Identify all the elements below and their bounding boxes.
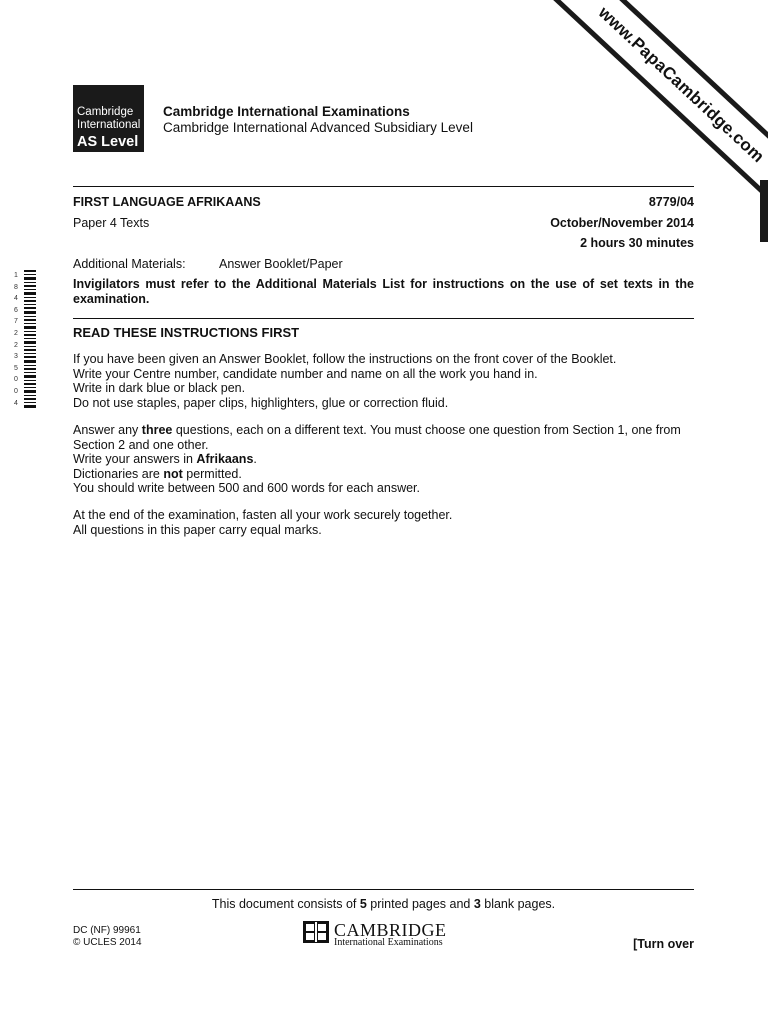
cambridge-brand: CAMBRIDGE [334,920,447,940]
instruction-line [73,423,694,452]
materials-value: Answer Booklet/Paper [219,257,343,271]
instruction-line [73,467,694,482]
logo-line-1: Cambridge [77,106,134,118]
turn-over: [Turn over [633,937,694,951]
materials-label: Additional Materials: [73,257,186,271]
logo-line-3: AS Level [77,134,139,151]
watermark-text: www.PapaCambridge.com [594,2,768,167]
subject: FIRST LANGUAGE AFRIKAANS [73,195,261,209]
barcode-digits: 1 8 4 6 7 2 2 3 5 0 0 4 [14,272,18,407]
instruction-line: All questions in this paper carry equal marks. [73,522,322,537]
syllabus-code: 8779/04 [648,195,694,209]
instruction-line: If you have been given an Answer Booklet, follow the instructions on the front cover of the Booklet. [73,352,617,366]
document-ref: DC (NF) 99961 [73,925,141,936]
text-run: blank pages. [480,897,556,911]
watermark-banner [543,0,768,216]
instruction-line: You should write between 500 and 600 words for each answer. [73,481,420,496]
blank-pages: 3 [473,897,481,911]
as-level-logo [73,85,144,152]
text-run: permitted. [182,466,242,481]
qualification-subtitle: Cambridge International Advanced Subsidiary Level [163,120,473,135]
instructions-rule [73,318,694,319]
instructions-block-2 [73,423,694,496]
emphasis: three [141,423,173,437]
paper-name: Paper 4 Texts [73,216,150,230]
page-count [73,897,694,911]
instruction-line: Write in dark blue or black pen. [73,381,246,396]
cambridge-brand-sub: International Examinations [334,937,443,945]
instructions-block-1 [73,352,694,410]
printed-pages: 5 [359,897,367,911]
invigilators-note: Invigilators must refer to the Additional Materials List for instructions on the use of set texts in the examination. [73,277,694,306]
text-run: Answer any [73,423,142,437]
banner-edge [760,180,768,242]
cambridge-crest-icon [303,921,329,943]
barcode [24,270,36,410]
emphasis: Afrikaans [196,452,254,467]
duration: 2 hours 30 minutes [580,236,694,250]
logo-line-2: International [77,119,141,132]
instruction-line: At the end of the examination, fasten all your work securely together. [73,508,453,522]
emphasis: not [163,466,183,481]
text-run: Write your answers in [73,452,197,467]
copyright: © UCLES 2014 [73,937,142,948]
text-run: This document consists of [211,897,360,911]
text-run: . [253,452,257,467]
footer-rule [73,889,694,890]
instruction-line [73,452,694,467]
text-run: questions, each on a different text. You must choose one question from Section 1, one from Section 2 and one other. [73,423,681,452]
instructions-heading: READ THESE INSTRUCTIONS FIRST [73,325,300,340]
text-run: printed pages and [366,897,474,911]
instruction-line: Write your Centre number, candidate number and name on all the work you hand in. [73,366,538,381]
top-rule [73,186,694,187]
session: October/November 2014 [550,216,694,230]
text-run: Dictionaries are [73,466,164,481]
board-title: Cambridge International Examinations [163,104,410,119]
instruction-line: Do not use staples, paper clips, highlighters, glue or correction fluid. [73,395,449,410]
instructions-block-3 [73,508,694,537]
